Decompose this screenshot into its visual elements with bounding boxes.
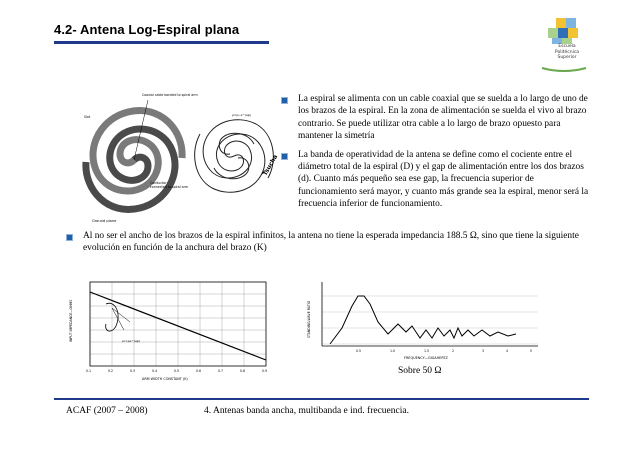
xtick: 0.1 <box>86 369 92 373</box>
impedance-xlabel: ARM WIDTH CONSTANT (K) <box>142 377 188 381</box>
xtick: 1.5 <box>424 349 430 353</box>
title-area <box>54 22 269 44</box>
impedance-vs-arm-width-graph <box>62 272 274 384</box>
logo-line-3: Superior <box>557 55 577 60</box>
xtick: 0.6 <box>196 369 202 373</box>
xtick: 3 <box>482 349 485 353</box>
spiral-antenna-figure-left <box>78 88 198 226</box>
xtick: 0.2 <box>108 369 114 373</box>
label-tsucha: Tsucha <box>261 153 280 177</box>
list-item <box>281 149 593 211</box>
xtick: 0.5 <box>174 369 180 373</box>
xtick: 0.9 <box>262 369 268 373</box>
bullet-square-icon <box>281 97 288 104</box>
bullet-text-impedance: Al no ser el ancho de los brazos de la espiral infinitos, la antena no tiene la esperada impedancia 188.5 Ω, sino que tiene la siguiente evolución en función de la anchura del brazo (K) <box>83 231 579 254</box>
vswr-xlabel: FREQUENCY—GIGAHERTZ <box>404 356 448 360</box>
xtick: 0.5 <box>356 349 362 353</box>
graph-caption: Sobre 50 Ω <box>398 366 442 376</box>
impedance-ylabel: INPUT IMPEDANCE—OHMS <box>69 299 73 342</box>
bullet-square-icon <box>66 234 73 241</box>
xtick: 0.7 <box>218 369 224 373</box>
list-item <box>281 93 593 143</box>
inset-formula: ρ₁=ρe^(aφ) <box>122 339 141 343</box>
logo-line-1: Escuela <box>558 44 576 49</box>
footer-divider <box>54 398 589 400</box>
label-slot: Slot <box>84 115 91 119</box>
xtick: 2 <box>452 349 455 353</box>
title-underline <box>54 41 269 44</box>
bullet-list-right <box>281 93 593 217</box>
label-ground-plane: Ground plane <box>92 219 117 223</box>
xtick: 0.4 <box>152 369 158 373</box>
list-item <box>66 230 606 255</box>
label-conductor: Conductor <box>150 181 167 185</box>
logo-text <box>544 44 590 61</box>
xtick: 5 <box>530 349 533 353</box>
bullet-text-feed: La espiral se alimenta con un cable coaxial que se suelda a lo largo de uno de los brazos de la espiral. En la zona de alimentación se suelda el vivo al brazo contrario. Se puede utilizar otra cable a lo largo de brazo opuesto para mantener la simetría <box>298 94 588 142</box>
label-coaxial: Coaxial cable bonded to spiral arm <box>142 93 198 97</box>
footer-chapter: 4. Antenas banda ancha, multibanda e ind. frecuencia. <box>204 406 409 416</box>
xtick: 4 <box>506 349 509 353</box>
xtick: 0.3 <box>130 369 136 373</box>
vswr-vs-frequency-graph <box>302 278 542 362</box>
slide-title: 4.2- Antena Log-Espiral plana <box>54 22 240 37</box>
formula-label: ρ=ρ₀ e^(aφ) <box>232 113 251 117</box>
footer-course: ACAF (2007 – 2008) <box>66 406 148 416</box>
bullet-list-wide <box>66 230 606 261</box>
xtick: 0.8 <box>240 369 246 373</box>
spiral-antenna-figure-right <box>188 96 280 218</box>
xtick: 1.0 <box>390 349 396 353</box>
vswr-ylabel: STANDING-WAVE RATIO <box>307 300 311 338</box>
bullet-text-bandwidth: La banda de operatividad de la antena se define como el cociente entre el diámetro total de la espiral (D) y el gap de alimentación entre los dos brazos (d). Cuanto más pequeño sea ese gap, la frecuencia superior de funcionamiento será mayor, y cuanto más grande sea la espiral, menor será la frecuencia inferior de funcionamiento. <box>298 149 589 210</box>
logo-line-2: Politécnica <box>554 49 580 55</box>
bullet-square-icon <box>281 153 288 160</box>
label-connected: connected to spiral arm <box>150 185 188 189</box>
